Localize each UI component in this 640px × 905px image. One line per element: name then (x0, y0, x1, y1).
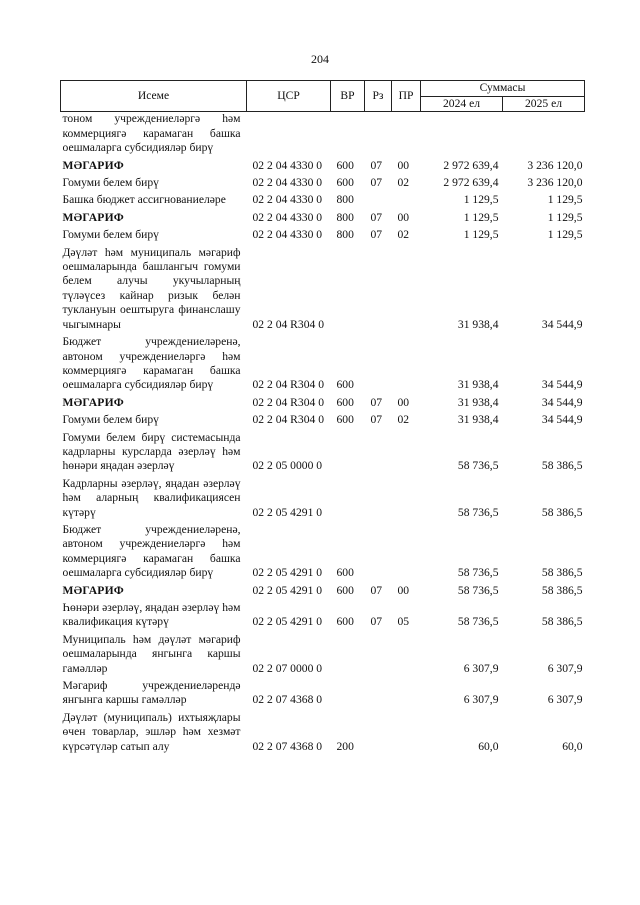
row-amount-2025: 1 129,5 (547, 228, 583, 242)
row-name: Һөнәри әзерләү, яңадан әзерләү һәм квалификация күтәрү (62, 601, 241, 629)
row-amount-2025: 6 307,9 (547, 693, 583, 707)
row-pr (392, 245, 421, 334)
row-name: МӘГАРИФ (62, 158, 124, 172)
row-amount-2024: 58 736,5 (457, 566, 499, 580)
table-row (61, 476, 585, 522)
row-csr: 02 2 05 0000 0 (252, 459, 323, 473)
row-csr: 02 2 04 4330 0 (252, 228, 323, 242)
row-amount-2024: 31 938,4 (457, 395, 499, 409)
row-amount-2024: 1 129,5 (463, 210, 499, 224)
row-name: Гомуми белем бирү (62, 176, 159, 190)
row-name: Дәүләт (муниципаль) ихтыяҗлары өчен товарлар, эшләр һәм хезмәт күрсәтүләр сатып алу (62, 710, 241, 753)
row-amount-2024: 2 972 639,4 (443, 176, 499, 190)
row-amount-2024: 31 938,4 (457, 413, 499, 427)
row-rz: 07 (370, 583, 383, 597)
row-pr (392, 632, 421, 678)
row-rz (365, 476, 392, 522)
row-name: Мәгариф учреждениеләрендә янгынга каршы гамәлләр (62, 679, 241, 707)
row-name: Муниципаль һәм дәүләт мәгариф оешмаларында янгынга каршы гамәлләр (62, 632, 241, 675)
row-vr (331, 678, 365, 710)
row-vr (331, 245, 365, 334)
row-vr (331, 430, 365, 476)
row-vr (331, 112, 365, 158)
row-vr: 600 (336, 413, 354, 427)
row-csr: 02 2 05 4291 0 (252, 583, 323, 597)
row-amount-2025: 58 386,5 (541, 583, 583, 597)
row-csr: 02 2 05 4291 0 (252, 615, 323, 629)
header-name: Исеме (61, 81, 247, 112)
row-pr: 05 (397, 615, 410, 629)
row-name: Бюджет учреждениеләренә, автоном учреждениеләргә һәм коммерциягә карамаган башка оешмаларга субсидияләр бирү (62, 522, 241, 580)
row-rz: 07 (370, 413, 383, 427)
row-pr: 00 (397, 210, 410, 224)
row-amount-2024: 58 736,5 (457, 615, 499, 629)
row-name: МӘГАРИФ (62, 395, 124, 409)
row-vr: 600 (336, 566, 354, 580)
table-row (61, 412, 585, 429)
row-amount-2025: 34 544,9 (541, 413, 583, 427)
row-name: Башка бюджет ассигнованиеләре (62, 193, 226, 207)
table-row (61, 192, 585, 209)
row-rz (365, 112, 392, 158)
row-vr: 600 (336, 176, 354, 190)
header-sums: Суммасы (421, 81, 585, 97)
row-vr: 800 (336, 210, 354, 224)
row-pr: 02 (397, 228, 410, 242)
row-amount-2025: 58 386,5 (541, 459, 583, 473)
row-rz (365, 192, 392, 209)
row-csr: 02 2 04 R304 0 (252, 378, 324, 392)
row-rz (365, 678, 392, 710)
table-row (61, 112, 585, 158)
table-row (61, 334, 585, 395)
row-csr: 02 2 04 R304 0 (252, 317, 324, 331)
row-amount-2025: 3 236 120,0 (527, 176, 583, 190)
row-csr: 02 2 04 R304 0 (252, 395, 324, 409)
table-body (61, 112, 585, 756)
row-csr: 02 2 05 4291 0 (252, 566, 323, 580)
table-row (61, 227, 585, 244)
row-vr: 800 (336, 193, 354, 207)
row-vr: 200 (336, 739, 354, 753)
row-amount-2025: 1 129,5 (547, 193, 583, 207)
row-csr: 02 2 04 4330 0 (252, 210, 323, 224)
header-csr: ЦСР (247, 81, 331, 112)
row-pr (392, 476, 421, 522)
table-row (61, 678, 585, 710)
header-vr: ВР (331, 81, 365, 112)
row-amount-2024: 60,0 (478, 739, 499, 753)
row-csr: 02 2 07 0000 0 (252, 661, 323, 675)
row-pr: 00 (397, 395, 410, 409)
table-row (61, 522, 585, 583)
row-rz: 07 (370, 210, 383, 224)
header-rz: Рз (365, 81, 392, 112)
row-rz (365, 430, 392, 476)
row-vr: 600 (336, 395, 354, 409)
table-row (61, 245, 585, 334)
row-name: МӘГАРИФ (62, 210, 124, 224)
row-pr: 02 (397, 413, 410, 427)
table-row (61, 710, 585, 756)
row-vr (331, 632, 365, 678)
row-rz: 07 (370, 158, 383, 172)
row-vr: 800 (336, 228, 354, 242)
row-name: Гомуми белем бирү (62, 413, 159, 427)
table-row (61, 632, 585, 678)
row-pr: 00 (397, 158, 410, 172)
row-pr (392, 334, 421, 395)
table-row (61, 583, 585, 600)
row-csr: 02 2 04 4330 0 (252, 158, 323, 172)
row-rz (365, 245, 392, 334)
row-amount-2024: 1 129,5 (463, 228, 499, 242)
row-name: Дәүләт һәм муниципаль мәгариф оешмаларында башлангыч гомуми белем алучы укучыларның түләүсез кайнар ризык белән туклануын оештыруга финанслашу чыгымнары (62, 245, 241, 331)
table-row (61, 600, 585, 632)
row-amount-2025: 60,0 (562, 739, 583, 753)
row-amount-2024: 2 972 639,4 (443, 158, 499, 172)
row-vr (331, 476, 365, 522)
row-amount-2025: 34 544,9 (541, 317, 583, 331)
row-amount-2024: 31 938,4 (457, 317, 499, 331)
row-name: Гомуми белем бирү системасында кадрларны курсларда әзерләү һәм һөнәри яңадан әзерләү (62, 430, 241, 473)
table-row (61, 430, 585, 476)
row-amount-2025 (503, 112, 585, 158)
budget-table (60, 80, 585, 756)
row-amount-2025: 58 386,5 (541, 615, 583, 629)
row-amount-2024: 6 307,9 (463, 661, 499, 675)
row-csr: 02 2 04 R304 0 (252, 413, 324, 427)
row-amount-2025: 34 544,9 (541, 395, 583, 409)
row-name: тоном учреждениеләргә һәм коммерциягә карамаган башка оешмаларга субсидияләр бирү (62, 112, 241, 155)
row-amount-2024: 1 129,5 (463, 193, 499, 207)
row-pr (392, 430, 421, 476)
table-row (61, 395, 585, 412)
row-amount-2025: 58 386,5 (541, 566, 583, 580)
row-csr: 02 2 04 4330 0 (252, 193, 323, 207)
row-amount-2025: 6 307,9 (547, 661, 583, 675)
row-rz: 07 (370, 395, 383, 409)
row-vr: 600 (336, 378, 354, 392)
header-year-2024: 2024 ел (421, 97, 503, 112)
row-amount-2025: 58 386,5 (541, 505, 583, 519)
row-vr: 600 (336, 615, 354, 629)
table-header (61, 81, 585, 112)
row-csr: 02 2 05 4291 0 (252, 505, 323, 519)
row-name: МӘГАРИФ (62, 583, 124, 597)
row-rz: 07 (370, 615, 383, 629)
row-amount-2025: 1 129,5 (547, 210, 583, 224)
row-csr (247, 112, 331, 158)
header-year-2025: 2025 ел (503, 97, 585, 112)
row-pr (392, 678, 421, 710)
row-amount-2025: 3 236 120,0 (527, 158, 583, 172)
row-rz (365, 522, 392, 583)
row-amount-2024: 58 736,5 (457, 459, 499, 473)
row-amount-2024: 6 307,9 (463, 693, 499, 707)
row-pr: 00 (397, 583, 410, 597)
row-rz (365, 632, 392, 678)
row-pr (392, 710, 421, 756)
row-rz: 07 (370, 176, 383, 190)
row-amount-2024 (421, 112, 503, 158)
row-pr (392, 192, 421, 209)
row-vr: 600 (336, 158, 354, 172)
row-rz: 07 (370, 228, 383, 242)
row-rz (365, 334, 392, 395)
row-rz (365, 710, 392, 756)
row-pr (392, 112, 421, 158)
table-row (61, 158, 585, 175)
row-name: Гомуми белем бирү (62, 228, 159, 242)
row-name: Кадрларны әзерләү, яңадан әзерләү һәм аларның квалификациясен күтәрү (62, 476, 241, 519)
row-amount-2025: 34 544,9 (541, 378, 583, 392)
row-csr: 02 2 04 4330 0 (252, 176, 323, 190)
page-number: 204 (311, 52, 329, 66)
table-row (61, 210, 585, 227)
row-pr (392, 522, 421, 583)
table-row (61, 175, 585, 192)
row-csr: 02 2 07 4368 0 (252, 693, 323, 707)
header-pr: ПР (392, 81, 421, 112)
row-amount-2024: 58 736,5 (457, 583, 499, 597)
row-pr: 02 (397, 176, 410, 190)
row-name: Бюджет учреждениеләренә, автоном учреждениеләргә һәм коммерциягә карамаган башка оешмаларга субсидияләр бирү (62, 335, 241, 392)
row-amount-2024: 31 938,4 (457, 378, 499, 392)
row-csr: 02 2 07 4368 0 (252, 739, 323, 753)
row-amount-2024: 58 736,5 (457, 505, 499, 519)
row-vr: 600 (336, 583, 354, 597)
